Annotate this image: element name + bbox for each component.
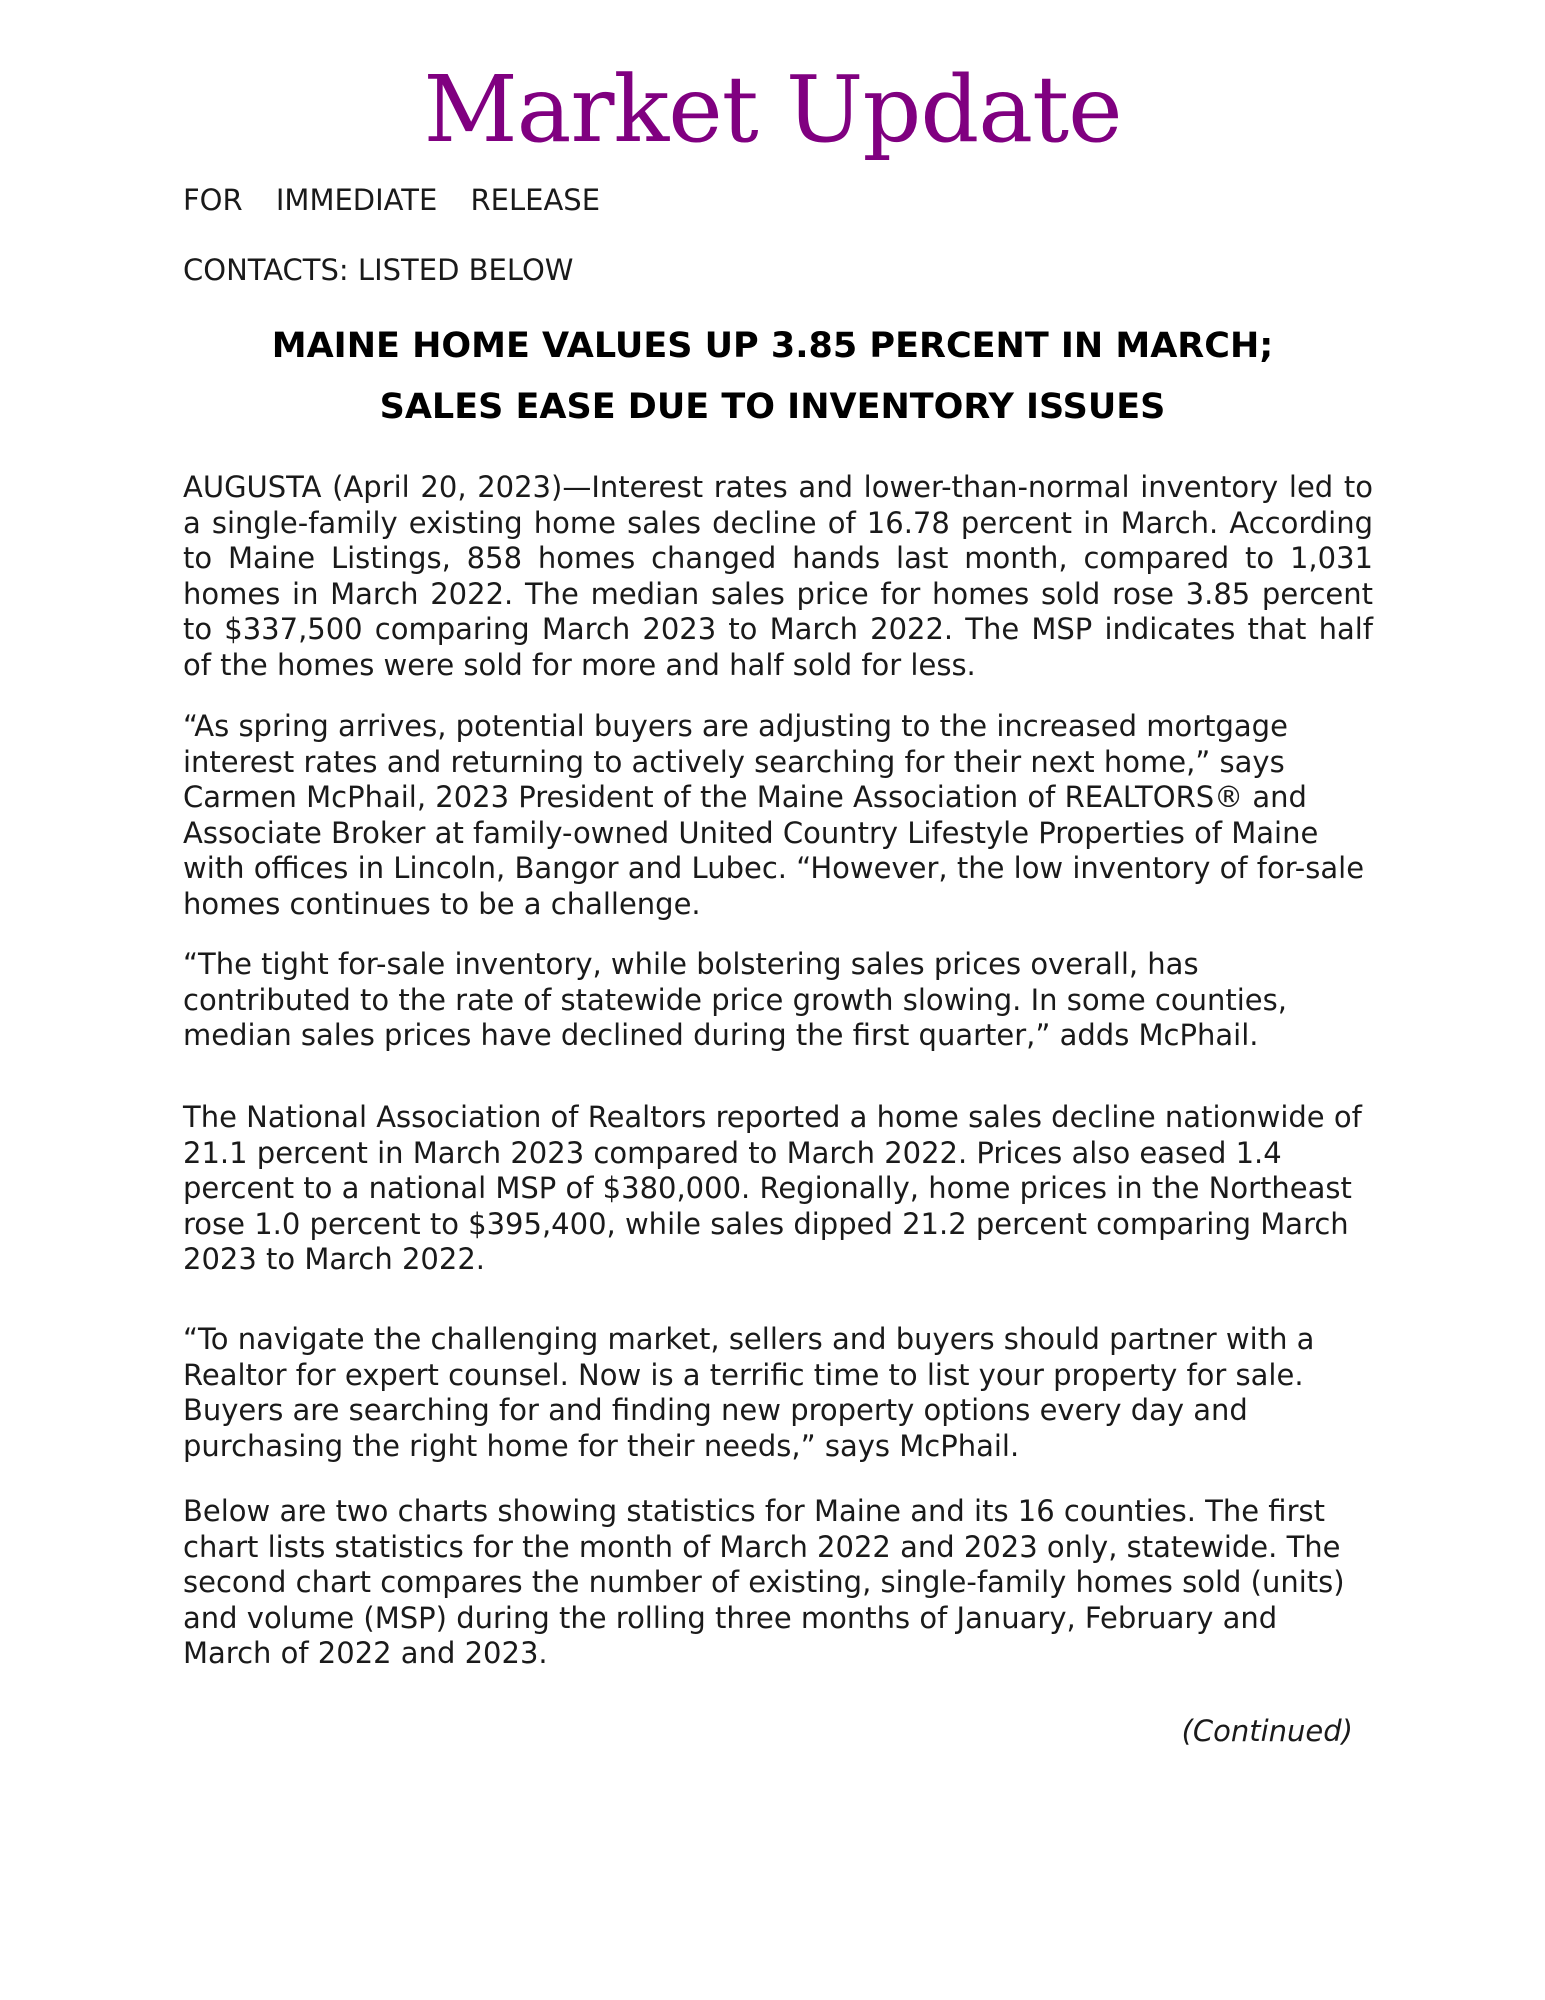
- page-title: Market Update: [423, 56, 1122, 163]
- contacts-line: CONTACTS: LISTED BELOW: [183, 253, 574, 287]
- body-paragraph-6: Below are two charts showing statistics for Maine and its 16 counties. The first chart lists statistics for the month of March 2022 and 2023 only, statewide. The second chart compares the number of existing, single-family homes sold (units) and volume (MSP) during the rolling three months of January, February and March of 2022 and 2023.: [183, 1494, 1345, 1670]
- body-paragraph-4: The National Association of Realtors reported a home sales decline nationwide of 21.1 percent in March 2023 compared to March 2022. Prices also eased 1.4 percent to a national MSP of $380,000. Regionally, home prices in the Northeast rose 1.0 percent to $395,400, while sales dipped 21.2 percent comparing March 2023 to March 2022.: [183, 1100, 1362, 1276]
- continued-note: (Continued): [1181, 1714, 1353, 1748]
- headline-line-1: MAINE HOME VALUES UP 3.85 PERCENT IN MARCH;: [271, 326, 1274, 366]
- body-paragraph-1: AUGUSTA (April 20, 2023)—Interest rates and lower-than-normal inventory led to a single-family existing home sales decline of 16.78 percent in March. According to Maine Listings, 858 homes changed hands last month, compared to 1,031 homes in March 2022. The median sales price for homes sold rose 3.85 percent to $337,500 comparing March 2023 to March 2022. The MSP indicates that half of the homes were sold for more and half sold for less.: [183, 470, 1373, 682]
- body-paragraph-2: “As spring arrives, potential buyers are adjusting to the increased mortgage interest rates and returning to actively searching for their next home,” says Carmen McPhail, 2023 President of the Maine Association of REALTORS® and Associate Broker at family-owned United Country Lifestyle Properties of Maine with offices in Lincoln, Bangor and Lubec. “However, the low inventory of for-sale homes continues to be a challenge.: [183, 709, 1365, 921]
- release-line: FOR IMMEDIATE RELEASE: [183, 183, 601, 217]
- body-paragraph-5: “To navigate the challenging market, sellers and buyers should partner with a Realtor for expert counsel. Now is a terrific time to list your property for sale. Buyers are searching for and finding new property options every day and purchasing the right home for their needs,” says McPhail.: [183, 1322, 1315, 1463]
- headline-line-2: SALES EASE DUE TO INVENTORY ISSUES: [379, 387, 1166, 427]
- body-paragraph-3: “The tight for-sale inventory, while bolstering sales prices overall, has contributed to the rate of statewide price growth slowing. In some counties, median sales prices have declined during the first quarter,” adds McPhail.: [183, 947, 1287, 1052]
